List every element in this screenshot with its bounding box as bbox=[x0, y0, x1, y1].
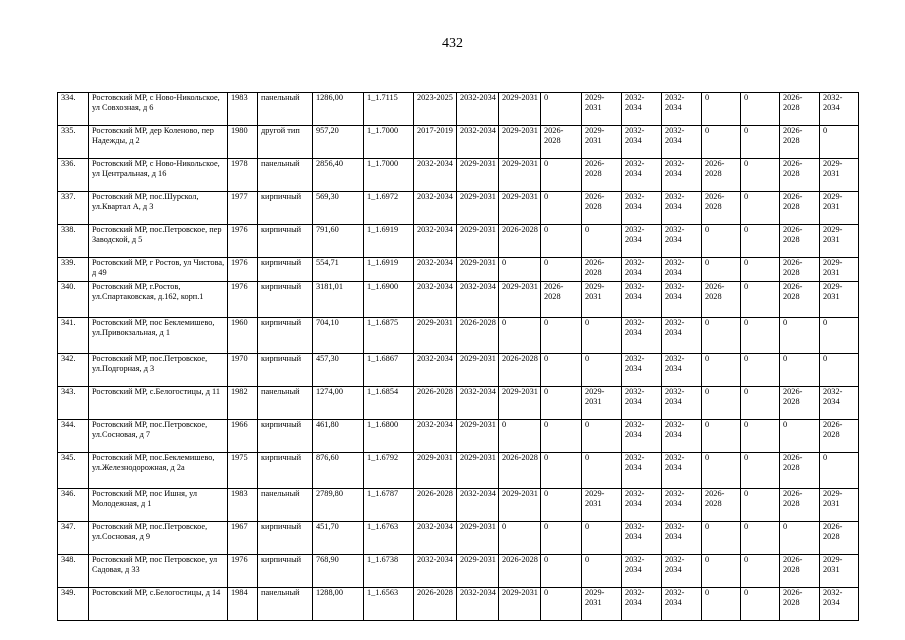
period-cell-10: 0 bbox=[780, 522, 820, 555]
area-cell: 1286,00 bbox=[313, 93, 364, 126]
area-cell: 957,20 bbox=[313, 126, 364, 159]
period-cell-6: 2032-2034 bbox=[622, 453, 662, 489]
material-cell: кирпичный bbox=[258, 192, 313, 225]
period-cell-9: 0 bbox=[741, 225, 780, 258]
period-cell-9: 0 bbox=[741, 522, 780, 555]
period-cell-4: 0 bbox=[541, 225, 582, 258]
period-cell-1: 2032-2034 bbox=[414, 159, 457, 192]
period-cell-5: 2029-2031 bbox=[582, 588, 622, 621]
period-cell-7: 2032-2034 bbox=[662, 225, 702, 258]
period-cell-11: 0 bbox=[820, 318, 859, 354]
period-cell-7: 2032-2034 bbox=[662, 258, 702, 282]
period-cell-1: 2032-2034 bbox=[414, 522, 457, 555]
period-cell-7: 2032-2034 bbox=[662, 588, 702, 621]
period-cell-10: 2026-2028 bbox=[780, 588, 820, 621]
period-cell-4: 2026-2028 bbox=[541, 126, 582, 159]
address-cell: Ростовский МР, пос.Петровское, ул.Подгорная, д 3 bbox=[89, 354, 228, 387]
period-cell-10: 0 bbox=[780, 318, 820, 354]
period-cell-7: 2032-2034 bbox=[662, 159, 702, 192]
table-row bbox=[58, 192, 859, 225]
material-cell: кирпичный bbox=[258, 453, 313, 489]
period-cell-5: 2026-2028 bbox=[582, 192, 622, 225]
period-cell-4: 0 bbox=[541, 387, 582, 420]
period-cell-1: 2026-2028 bbox=[414, 387, 457, 420]
period-cell-2: 2029-2031 bbox=[457, 159, 499, 192]
period-cell-9: 0 bbox=[741, 192, 780, 225]
period-cell-1: 2032-2034 bbox=[414, 258, 457, 282]
period-cell-11: 0 bbox=[820, 126, 859, 159]
period-cell-5: 0 bbox=[582, 354, 622, 387]
period-cell-8: 0 bbox=[702, 588, 741, 621]
period-cell-4: 0 bbox=[541, 522, 582, 555]
period-cell-6: 2032-2034 bbox=[622, 126, 662, 159]
period-cell-5: 0 bbox=[582, 420, 622, 453]
period-cell-6: 2032-2034 bbox=[622, 387, 662, 420]
index-cell: 1_1.6563 bbox=[364, 588, 414, 621]
period-cell-9: 0 bbox=[741, 588, 780, 621]
period-cell-5: 2026-2028 bbox=[582, 159, 622, 192]
period-cell-5: 0 bbox=[582, 318, 622, 354]
table-row bbox=[58, 126, 859, 159]
index-cell: 1_1.7115 bbox=[364, 93, 414, 126]
period-cell-7: 2032-2034 bbox=[662, 93, 702, 126]
year-cell: 1976 bbox=[228, 225, 258, 258]
area-cell: 461,80 bbox=[313, 420, 364, 453]
address-cell: Ростовский МР, с.Белогостицы, д 14 bbox=[89, 588, 228, 621]
area-cell: 876,60 bbox=[313, 453, 364, 489]
period-cell-5: 0 bbox=[582, 522, 622, 555]
table-row bbox=[58, 354, 859, 387]
period-cell-10: 2026-2028 bbox=[780, 282, 820, 318]
period-cell-4: 0 bbox=[541, 489, 582, 522]
address-cell: Ростовский МР, с Ново-Никольское, ул Центральная, д 16 bbox=[89, 159, 228, 192]
table-row bbox=[58, 453, 859, 489]
table-row bbox=[58, 387, 859, 420]
period-cell-10: 0 bbox=[780, 420, 820, 453]
period-cell-6: 2032-2034 bbox=[622, 588, 662, 621]
period-cell-7: 2032-2034 bbox=[662, 354, 702, 387]
material-cell: панельный bbox=[258, 93, 313, 126]
period-cell-4: 0 bbox=[541, 555, 582, 588]
period-cell-2: 2029-2031 bbox=[457, 555, 499, 588]
period-cell-11: 2026-2028 bbox=[820, 522, 859, 555]
index-cell: 1_1.7000 bbox=[364, 126, 414, 159]
period-cell-10: 2026-2028 bbox=[780, 453, 820, 489]
period-cell-6: 2032-2034 bbox=[622, 420, 662, 453]
period-cell-11: 2029-2031 bbox=[820, 192, 859, 225]
period-cell-11: 2032-2034 bbox=[820, 93, 859, 126]
index-cell: 1_1.6972 bbox=[364, 192, 414, 225]
address-cell: Ростовский МР, с Ново-Никольское, ул Совхозная, д 6 bbox=[89, 93, 228, 126]
period-cell-1: 2032-2034 bbox=[414, 282, 457, 318]
material-cell: кирпичный bbox=[258, 258, 313, 282]
period-cell-9: 0 bbox=[741, 318, 780, 354]
row-number: 341. bbox=[58, 318, 89, 354]
period-cell-5: 0 bbox=[582, 453, 622, 489]
period-cell-8: 2026-2028 bbox=[702, 489, 741, 522]
period-cell-11: 2032-2034 bbox=[820, 588, 859, 621]
period-cell-8: 0 bbox=[702, 555, 741, 588]
period-cell-2: 2026-2028 bbox=[457, 318, 499, 354]
material-cell: кирпичный bbox=[258, 282, 313, 318]
row-number: 335. bbox=[58, 126, 89, 159]
period-cell-7: 2032-2034 bbox=[662, 387, 702, 420]
period-cell-3: 2029-2031 bbox=[499, 93, 541, 126]
table-body bbox=[58, 93, 859, 621]
row-number: 343. bbox=[58, 387, 89, 420]
period-cell-11: 2029-2031 bbox=[820, 225, 859, 258]
period-cell-3: 0 bbox=[499, 318, 541, 354]
period-cell-11: 2029-2031 bbox=[820, 258, 859, 282]
period-cell-1: 2026-2028 bbox=[414, 588, 457, 621]
period-cell-8: 2026-2028 bbox=[702, 159, 741, 192]
address-cell: Ростовский МР, г Ростов, ул Чистова, д 49 bbox=[89, 258, 228, 282]
period-cell-9: 0 bbox=[741, 126, 780, 159]
period-cell-10: 2026-2028 bbox=[780, 555, 820, 588]
period-cell-6: 2032-2034 bbox=[622, 93, 662, 126]
period-cell-9: 0 bbox=[741, 258, 780, 282]
material-cell: панельный bbox=[258, 588, 313, 621]
year-cell: 1967 bbox=[228, 522, 258, 555]
period-cell-4: 0 bbox=[541, 588, 582, 621]
period-cell-8: 0 bbox=[702, 522, 741, 555]
period-cell-8: 0 bbox=[702, 258, 741, 282]
period-cell-7: 2032-2034 bbox=[662, 555, 702, 588]
material-cell: кирпичный bbox=[258, 318, 313, 354]
material-cell: кирпичный bbox=[258, 225, 313, 258]
period-cell-6: 2032-2034 bbox=[622, 489, 662, 522]
period-cell-2: 2029-2031 bbox=[457, 354, 499, 387]
address-cell: Ростовский МР, пос Беклемишево, ул.Привокзальная, д 1 bbox=[89, 318, 228, 354]
index-cell: 1_1.7000 bbox=[364, 159, 414, 192]
area-cell: 554,71 bbox=[313, 258, 364, 282]
address-cell: Ростовский МР, дер Коленово, пер Надежды, д 2 bbox=[89, 126, 228, 159]
year-cell: 1983 bbox=[228, 93, 258, 126]
year-cell: 1976 bbox=[228, 282, 258, 318]
period-cell-5: 0 bbox=[582, 555, 622, 588]
period-cell-8: 0 bbox=[702, 453, 741, 489]
row-number: 348. bbox=[58, 555, 89, 588]
period-cell-4: 0 bbox=[541, 93, 582, 126]
table-row bbox=[58, 318, 859, 354]
address-cell: Ростовский МР, пос Ишня, ул Молодежная, д 1 bbox=[89, 489, 228, 522]
period-cell-5: 2029-2031 bbox=[582, 387, 622, 420]
period-cell-7: 2032-2034 bbox=[662, 192, 702, 225]
table-row bbox=[58, 588, 859, 621]
material-cell: кирпичный bbox=[258, 522, 313, 555]
period-cell-7: 2032-2034 bbox=[662, 420, 702, 453]
period-cell-6: 2032-2034 bbox=[622, 318, 662, 354]
period-cell-2: 2029-2031 bbox=[457, 522, 499, 555]
period-cell-11: 2026-2028 bbox=[820, 420, 859, 453]
page-number: 432 bbox=[442, 36, 463, 51]
period-cell-8: 2026-2028 bbox=[702, 192, 741, 225]
area-cell: 457,30 bbox=[313, 354, 364, 387]
period-cell-11: 2029-2031 bbox=[820, 282, 859, 318]
index-cell: 1_1.6787 bbox=[364, 489, 414, 522]
period-cell-3: 2026-2028 bbox=[499, 555, 541, 588]
address-cell: Ростовский МР, пос.Петровское, пер Заводской, д 5 bbox=[89, 225, 228, 258]
table-row bbox=[58, 555, 859, 588]
period-cell-6: 2032-2034 bbox=[622, 522, 662, 555]
period-cell-9: 0 bbox=[741, 420, 780, 453]
period-cell-9: 0 bbox=[741, 282, 780, 318]
period-cell-2: 2032-2034 bbox=[457, 93, 499, 126]
address-cell: Ростовский МР, пос.Шурскол, ул.Квартал А, д 3 bbox=[89, 192, 228, 225]
period-cell-4: 0 bbox=[541, 453, 582, 489]
period-cell-6: 2032-2034 bbox=[622, 225, 662, 258]
period-cell-5: 0 bbox=[582, 225, 622, 258]
period-cell-2: 2029-2031 bbox=[457, 192, 499, 225]
address-cell: Ростовский МР, с.Белогостицы, д 11 bbox=[89, 387, 228, 420]
period-cell-8: 0 bbox=[702, 225, 741, 258]
material-cell: панельный bbox=[258, 489, 313, 522]
period-cell-2: 2032-2034 bbox=[457, 387, 499, 420]
housing-register-table bbox=[57, 92, 859, 621]
period-cell-7: 2032-2034 bbox=[662, 522, 702, 555]
period-cell-5: 2029-2031 bbox=[582, 126, 622, 159]
period-cell-4: 0 bbox=[541, 420, 582, 453]
area-cell: 1274,00 bbox=[313, 387, 364, 420]
area-cell: 451,70 bbox=[313, 522, 364, 555]
period-cell-5: 2026-2028 bbox=[582, 258, 622, 282]
period-cell-1: 2029-2031 bbox=[414, 453, 457, 489]
period-cell-10: 2026-2028 bbox=[780, 258, 820, 282]
year-cell: 1975 bbox=[228, 453, 258, 489]
period-cell-6: 2032-2034 bbox=[622, 159, 662, 192]
period-cell-9: 0 bbox=[741, 93, 780, 126]
year-cell: 1976 bbox=[228, 555, 258, 588]
period-cell-6: 2032-2034 bbox=[622, 192, 662, 225]
address-cell: Ростовский МР, пос.Петровское, ул.Сосновая, д 7 bbox=[89, 420, 228, 453]
material-cell: кирпичный bbox=[258, 420, 313, 453]
year-cell: 1970 bbox=[228, 354, 258, 387]
period-cell-10: 2026-2028 bbox=[780, 192, 820, 225]
index-cell: 1_1.6738 bbox=[364, 555, 414, 588]
period-cell-2: 2032-2034 bbox=[457, 282, 499, 318]
period-cell-6: 2032-2034 bbox=[622, 282, 662, 318]
material-cell: панельный bbox=[258, 159, 313, 192]
address-cell: Ростовский МР, пос Петровское, ул Садовая, д 33 bbox=[89, 555, 228, 588]
row-number: 338. bbox=[58, 225, 89, 258]
index-cell: 1_1.6900 bbox=[364, 282, 414, 318]
period-cell-3: 2029-2031 bbox=[499, 489, 541, 522]
index-cell: 1_1.6919 bbox=[364, 225, 414, 258]
period-cell-2: 2029-2031 bbox=[457, 420, 499, 453]
period-cell-3: 2029-2031 bbox=[499, 282, 541, 318]
row-number: 339. bbox=[58, 258, 89, 282]
period-cell-8: 0 bbox=[702, 93, 741, 126]
table-row bbox=[58, 258, 859, 282]
year-cell: 1984 bbox=[228, 588, 258, 621]
period-cell-10: 2026-2028 bbox=[780, 126, 820, 159]
period-cell-7: 2032-2034 bbox=[662, 282, 702, 318]
area-cell: 704,10 bbox=[313, 318, 364, 354]
period-cell-10: 2026-2028 bbox=[780, 225, 820, 258]
period-cell-1: 2023-2025 bbox=[414, 93, 457, 126]
period-cell-11: 2029-2031 bbox=[820, 555, 859, 588]
period-cell-11: 0 bbox=[820, 354, 859, 387]
row-number: 347. bbox=[58, 522, 89, 555]
period-cell-9: 0 bbox=[741, 354, 780, 387]
period-cell-10: 0 bbox=[780, 354, 820, 387]
period-cell-8: 0 bbox=[702, 126, 741, 159]
period-cell-6: 2032-2034 bbox=[622, 258, 662, 282]
period-cell-7: 2032-2034 bbox=[662, 489, 702, 522]
period-cell-1: 2032-2034 bbox=[414, 192, 457, 225]
period-cell-2: 2029-2031 bbox=[457, 225, 499, 258]
period-cell-10: 2026-2028 bbox=[780, 159, 820, 192]
table-row bbox=[58, 159, 859, 192]
index-cell: 1_1.6792 bbox=[364, 453, 414, 489]
period-cell-8: 0 bbox=[702, 387, 741, 420]
area-cell: 2789,80 bbox=[313, 489, 364, 522]
area-cell: 768,90 bbox=[313, 555, 364, 588]
table-row bbox=[58, 225, 859, 258]
period-cell-10: 2026-2028 bbox=[780, 387, 820, 420]
row-number: 342. bbox=[58, 354, 89, 387]
year-cell: 1978 bbox=[228, 159, 258, 192]
table-row bbox=[58, 93, 859, 126]
period-cell-8: 2026-2028 bbox=[702, 282, 741, 318]
period-cell-1: 2032-2034 bbox=[414, 555, 457, 588]
period-cell-5: 2029-2031 bbox=[582, 282, 622, 318]
period-cell-4: 0 bbox=[541, 318, 582, 354]
year-cell: 1980 bbox=[228, 126, 258, 159]
address-cell: Ростовский МР, г.Ростов, ул.Спартаковская, д.162, корп.1 bbox=[89, 282, 228, 318]
period-cell-6: 2032-2034 bbox=[622, 555, 662, 588]
period-cell-1: 2029-2031 bbox=[414, 318, 457, 354]
material-cell: панельный bbox=[258, 387, 313, 420]
period-cell-10: 2026-2028 bbox=[780, 93, 820, 126]
row-number: 334. bbox=[58, 93, 89, 126]
area-cell: 1288,00 bbox=[313, 588, 364, 621]
period-cell-1: 2026-2028 bbox=[414, 489, 457, 522]
period-cell-1: 2032-2034 bbox=[414, 354, 457, 387]
material-cell: другой тип bbox=[258, 126, 313, 159]
table-row bbox=[58, 489, 859, 522]
period-cell-11: 2029-2031 bbox=[820, 489, 859, 522]
index-cell: 1_1.6875 bbox=[364, 318, 414, 354]
period-cell-3: 0 bbox=[499, 522, 541, 555]
period-cell-7: 2032-2034 bbox=[662, 453, 702, 489]
period-cell-4: 0 bbox=[541, 354, 582, 387]
material-cell: кирпичный bbox=[258, 555, 313, 588]
row-number: 336. bbox=[58, 159, 89, 192]
period-cell-7: 2032-2034 bbox=[662, 318, 702, 354]
year-cell: 1966 bbox=[228, 420, 258, 453]
period-cell-1: 2017-2019 bbox=[414, 126, 457, 159]
row-number: 345. bbox=[58, 453, 89, 489]
area-cell: 791,60 bbox=[313, 225, 364, 258]
period-cell-7: 2032-2034 bbox=[662, 126, 702, 159]
period-cell-9: 0 bbox=[741, 387, 780, 420]
period-cell-2: 2029-2031 bbox=[457, 453, 499, 489]
period-cell-5: 2029-2031 bbox=[582, 489, 622, 522]
table-row bbox=[58, 420, 859, 453]
period-cell-9: 0 bbox=[741, 159, 780, 192]
index-cell: 1_1.6800 bbox=[364, 420, 414, 453]
period-cell-3: 2026-2028 bbox=[499, 453, 541, 489]
period-cell-3: 2026-2028 bbox=[499, 354, 541, 387]
period-cell-4: 0 bbox=[541, 192, 582, 225]
year-cell: 1983 bbox=[228, 489, 258, 522]
row-number: 349. bbox=[58, 588, 89, 621]
row-number: 340. bbox=[58, 282, 89, 318]
period-cell-8: 0 bbox=[702, 420, 741, 453]
period-cell-3: 2029-2031 bbox=[499, 387, 541, 420]
period-cell-6: 2032-2034 bbox=[622, 354, 662, 387]
period-cell-1: 2032-2034 bbox=[414, 420, 457, 453]
index-cell: 1_1.6867 bbox=[364, 354, 414, 387]
period-cell-3: 2029-2031 bbox=[499, 159, 541, 192]
year-cell: 1977 bbox=[228, 192, 258, 225]
row-number: 344. bbox=[58, 420, 89, 453]
period-cell-9: 0 bbox=[741, 453, 780, 489]
table-row bbox=[58, 282, 859, 318]
material-cell: кирпичный bbox=[258, 354, 313, 387]
period-cell-2: 2032-2034 bbox=[457, 489, 499, 522]
period-cell-10: 2026-2028 bbox=[780, 489, 820, 522]
index-cell: 1_1.6919 bbox=[364, 258, 414, 282]
address-cell: Ростовский МР, пос.Петровское, ул.Сосновая, д 9 bbox=[89, 522, 228, 555]
year-cell: 1960 bbox=[228, 318, 258, 354]
table-row bbox=[58, 522, 859, 555]
period-cell-4: 0 bbox=[541, 159, 582, 192]
period-cell-2: 2032-2034 bbox=[457, 588, 499, 621]
period-cell-8: 0 bbox=[702, 318, 741, 354]
period-cell-11: 2032-2034 bbox=[820, 387, 859, 420]
row-number: 337. bbox=[58, 192, 89, 225]
period-cell-3: 2029-2031 bbox=[499, 192, 541, 225]
period-cell-9: 0 bbox=[741, 555, 780, 588]
year-cell: 1976 bbox=[228, 258, 258, 282]
period-cell-3: 2026-2028 bbox=[499, 225, 541, 258]
row-number: 346. bbox=[58, 489, 89, 522]
period-cell-3: 2029-2031 bbox=[499, 126, 541, 159]
address-cell: Ростовский МР, пос.Беклемишево, ул.Железнодорожная, д 2а bbox=[89, 453, 228, 489]
index-cell: 1_1.6763 bbox=[364, 522, 414, 555]
year-cell: 1982 bbox=[228, 387, 258, 420]
period-cell-3: 2029-2031 bbox=[499, 588, 541, 621]
period-cell-5: 2029-2031 bbox=[582, 93, 622, 126]
period-cell-4: 0 bbox=[541, 258, 582, 282]
area-cell: 569,30 bbox=[313, 192, 364, 225]
period-cell-11: 2029-2031 bbox=[820, 159, 859, 192]
period-cell-11: 0 bbox=[820, 453, 859, 489]
period-cell-9: 0 bbox=[741, 489, 780, 522]
period-cell-3: 0 bbox=[499, 258, 541, 282]
area-cell: 2856,40 bbox=[313, 159, 364, 192]
period-cell-4: 2026-2028 bbox=[541, 282, 582, 318]
period-cell-2: 2029-2031 bbox=[457, 258, 499, 282]
area-cell: 3181,01 bbox=[313, 282, 364, 318]
period-cell-1: 2032-2034 bbox=[414, 225, 457, 258]
period-cell-8: 0 bbox=[702, 354, 741, 387]
index-cell: 1_1.6854 bbox=[364, 387, 414, 420]
period-cell-2: 2032-2034 bbox=[457, 126, 499, 159]
period-cell-3: 0 bbox=[499, 420, 541, 453]
